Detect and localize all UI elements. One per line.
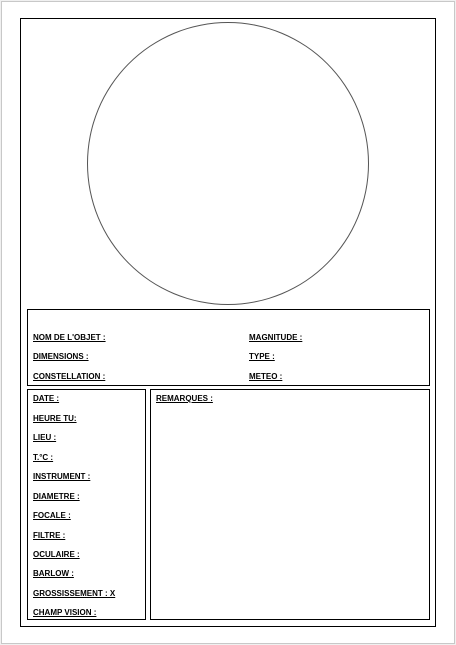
label-barlow: BARLOW : [33, 569, 74, 578]
label-meteo: METEO : [249, 372, 283, 381]
label-champ-vision: CHAMP VISION : [33, 608, 97, 617]
sketch-circle [87, 22, 369, 305]
label-constellation: CONSTELLATION : [33, 372, 106, 381]
label-focale: FOCALE : [33, 511, 71, 520]
label-grossissement: GROSSISSEMENT : X [33, 589, 116, 598]
label-oculaire: OCULAIRE : [33, 550, 80, 559]
label-temperature: T.°C : [33, 453, 54, 462]
label-lieu: LIEU : [33, 433, 57, 442]
label-date: DATE : [33, 394, 60, 403]
label-filtre: FILTRE : [33, 531, 66, 540]
label-type: TYPE : [249, 352, 275, 361]
label-magnitude: MAGNITUDE : [249, 333, 303, 342]
label-diametre: DIAMETRE : [33, 492, 80, 501]
label-object-name: NOM DE L'OBJET : [33, 333, 106, 342]
label-remarques: REMARQUES : [156, 394, 213, 403]
label-heure-tu: HEURE TU: [33, 414, 77, 423]
label-dimensions: DIMENSIONS : [33, 352, 89, 361]
remarks-box [150, 389, 430, 620]
label-instrument: INSTRUMENT : [33, 472, 91, 481]
